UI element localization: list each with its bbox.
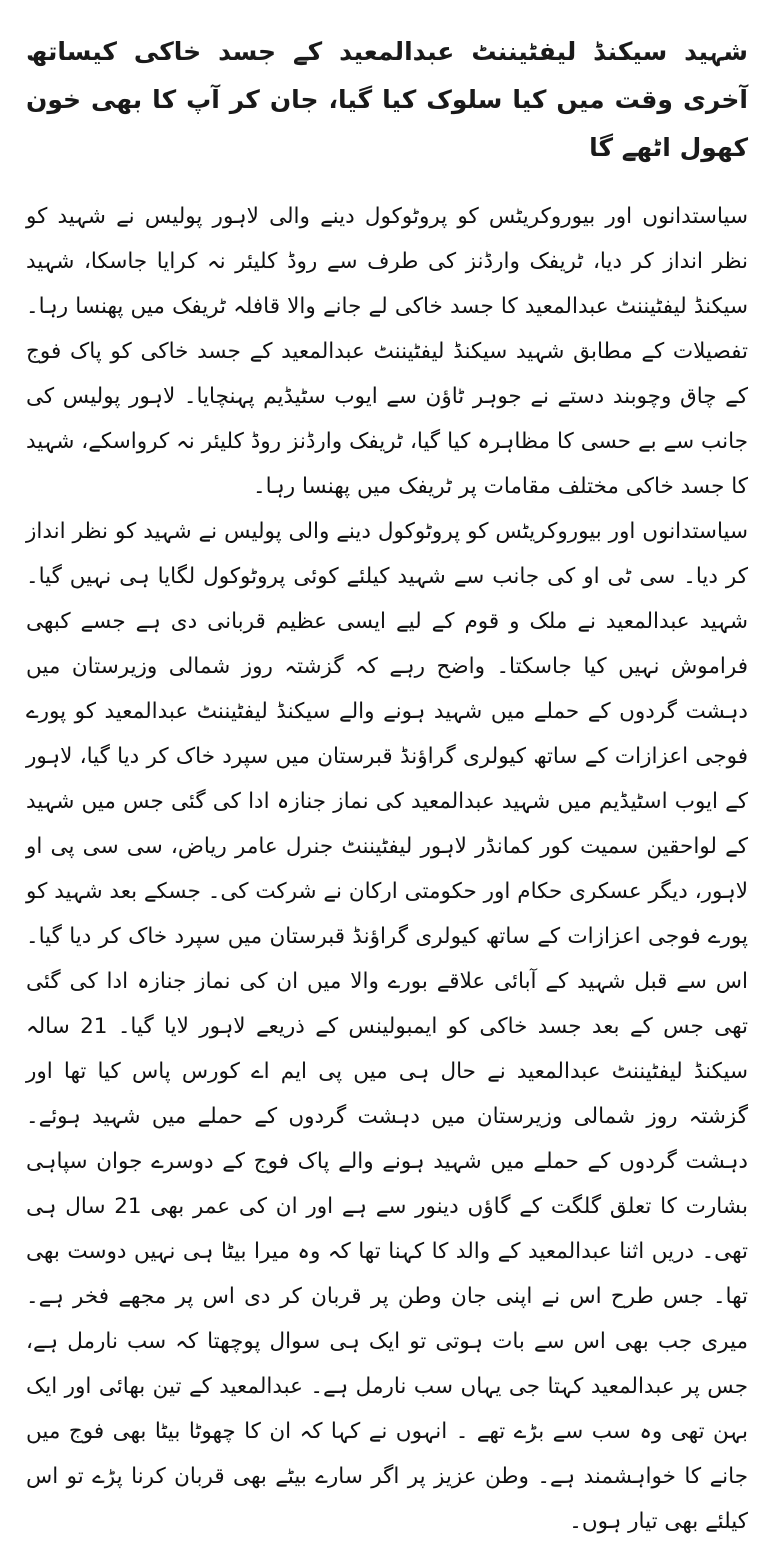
article-body <box>26 194 748 1544</box>
article-paragraph: سیاستدانوں اور بیوروکریٹس کو پروٹوکول دینے والی لاہور پولیس نے شہید کو نظر انداز کر دیا، ٹریفک وارڈنز کی طرف سے روڈ کلیئر نہ کرایا جاسکا، شہید سیکنڈ لیفٹیننٹ عبدالمعید کا جسد خاکی لے جانے والا قافلہ ٹریفک میں پھنسا رہا۔ تفصیلات کے مطابق شہید سیکنڈ لیفٹیننٹ عبدالمعید کے جسد خاکی کو پاک فوج کے چاق وچوبند دستے نے جوہر ٹاؤن سے ایوب سٹیڈیم پہنچایا۔ لاہور پولیس کی جانب سے بے حسی کا مظاہرہ کیا گیا، ٹریفک وارڈنز روڈ کلیئر نہ کرواسکے، شہید کا جسد خاکی مختلف مقامات پر ٹریفک میں پھنسا رہا۔ <box>26 204 748 499</box>
article-headline: شہید سیکنڈ لیفٹیننٹ عبدالمعید کے جسد خاکی کیساتھ آخری وقت میں کیا سلوک کیا گیا، جان کر آپ کا بھی خون کھول اٹھے گا <box>26 37 748 162</box>
article-paragraph: سیاستدانوں اور بیوروکریٹس کو پروٹوکول دینے والی پولیس نے شہید کو نظر انداز کر دیا۔ سی ٹی او کی جانب سے شہید کیلئے کوئی پروٹوکول لگایا ہی نہیں گیا۔ شہید عبدالمعید نے ملک و قوم کے لیے ایسی عظیم قربانی دی ہے جسے کبھی فراموش نہیں کیا جاسکتا۔ واضح رہے کہ گزشتہ روز شمالی وزیرستان میں دہشت گردوں کے حملے میں شہید ہونے والے سیکنڈ لیفٹیننٹ عبدالمعید کو پورے فوجی اعزازات کے ساتھ کیولری گراؤنڈ قبرستان میں سپرد خاک کر دیا گیا، لاہور کے ایوب اسٹیڈیم میں شہید عبدالمعید کی نماز جنازہ ادا کی گئی جس میں شہید کے لواحقین سمیت کور کمانڈر لاہور لیفٹیننٹ جنرل عامر ریاض، سی سی پی او لاہور، دیگر عسکری حکام اور حکومتی ارکان نے شرکت کی۔ جسکے بعد شہید کو پورے فوجی اعزازات کے ساتھ کیولری گراؤنڈ قبرستان میں سپرد خاک کر دیا گیا۔ اس سے قبل شہید کے آبائی علاقے بورے والا میں ان کی نماز جنازہ ادا کی گئی تھی جس کے بعد جسد خاکی کو ایمبولینس کے ذریعے لاہور لایا گیا۔ 21 سالہ سیکنڈ لیفٹیننٹ عبدالمعید نے حال ہی میں پی ایم اے کورس پاس کیا تھا اور گزشتہ روز شمالی وزیرستان میں دہشت گردوں کے حملے میں شہید ہوئے۔ دہشت گردوں کے حملے میں شہید ہونے والے پاک فوج کے دوسرے جوان سپاہی بشارت کا تعلق گلگت کے گاؤں دینور سے ہے اور ان کی عمر بھی 21 سال ہی تھی۔ دریں اثنا عبدالمعید کے والد کا کہنا تھا کہ وہ میرا بیٹا ہی نہیں دوست بھی تھا۔ جس طرح اس نے اپنی جان وطن پر قربان کر دی اس پر مجھے فخر ہے۔ میری جب بھی اس سے بات ہوتی تو ایک ہی سوال پوچھتا کہ سب نارمل ہے، جس پر عبدالمعید کہتا جی یہاں سب نارمل ہے۔ عبدالمعید کے تین بھائی اور ایک بہن تھی وہ سب سے بڑے تھے ۔ انہوں نے کہا کہ ان کا چھوٹا بیٹا بھی فوج میں جانے کا خواہشمند ہے۔ وطن عزیز پر اگر سارے بیٹے بھی قربان کرنا پڑے تو اس کیلئے بھی تیار ہوں۔ <box>26 519 748 1534</box>
article <box>26 28 748 1544</box>
